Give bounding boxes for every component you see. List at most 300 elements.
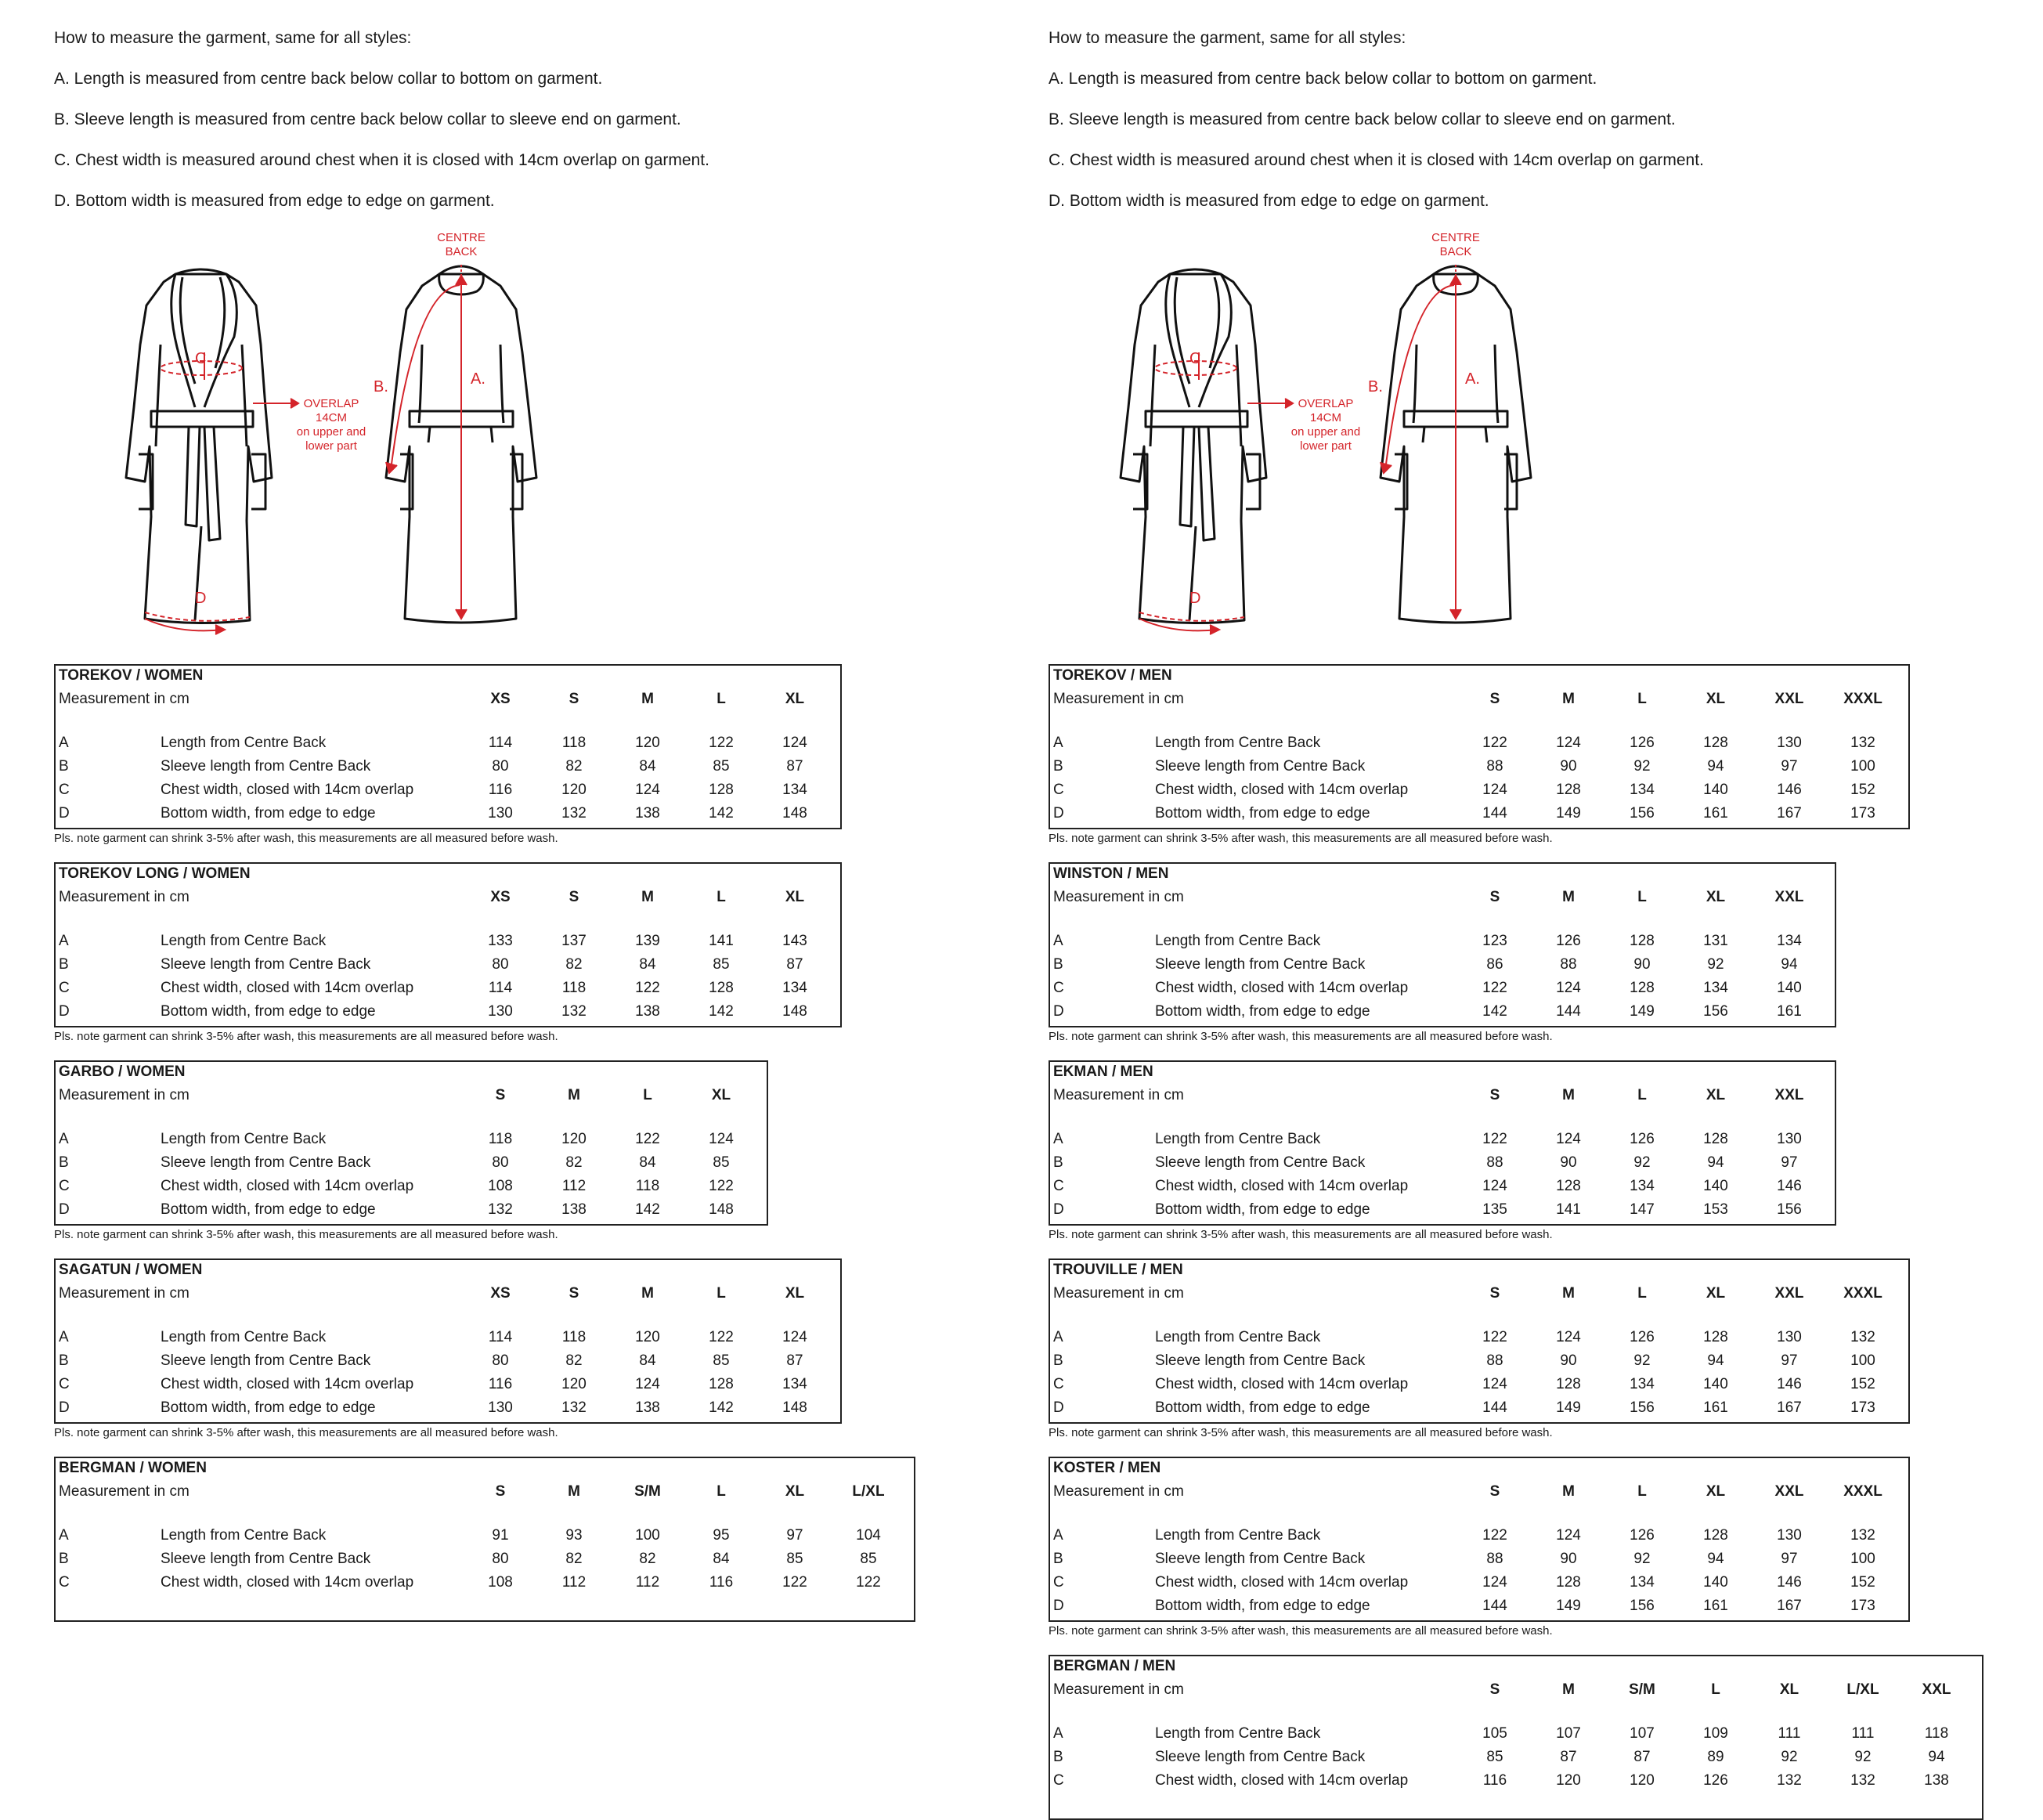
- measurement-unit-label: Measurement in cm: [59, 1285, 190, 1302]
- size-header: L: [1637, 889, 1647, 905]
- row-description: Sleeve length from Centre Back: [1155, 1749, 1366, 1765]
- table-cell: 92: [1633, 1551, 1651, 1567]
- row-description: Length from Centre Back: [1155, 1131, 1321, 1147]
- size-table-box: [1049, 664, 1910, 829]
- table-cell: 156: [1777, 1201, 1802, 1218]
- table-cell: 82: [565, 758, 583, 775]
- size-header: XXL: [1774, 1483, 1804, 1500]
- table-cell: 124: [635, 1376, 660, 1392]
- table-cell: 144: [1482, 1598, 1507, 1614]
- table-cell: 161: [1703, 805, 1728, 822]
- row-description: Length from Centre Back: [161, 735, 327, 751]
- table-cell: 87: [1560, 1749, 1577, 1765]
- table-cell: 122: [1482, 1131, 1507, 1147]
- table-cell: 90: [1560, 1551, 1577, 1567]
- table-cell: 141: [709, 933, 734, 949]
- row-description: Length from Centre Back: [1155, 1725, 1321, 1742]
- table-cell: 104: [856, 1527, 881, 1544]
- table-cell: 124: [1482, 782, 1507, 798]
- table-cell: 173: [1850, 1598, 1875, 1614]
- measurement-unit-label: Measurement in cm: [1053, 691, 1184, 707]
- row-letter: C: [1053, 1574, 1064, 1591]
- measurement-unit-label: Measurement in cm: [1053, 1087, 1184, 1103]
- table-cell: 146: [1777, 782, 1802, 798]
- size-header: XL: [1706, 1087, 1726, 1103]
- row-letter: D: [1053, 1598, 1064, 1614]
- table-cell: 92: [1854, 1749, 1872, 1765]
- table-row: [1050, 1131, 1835, 1154]
- table-cell: 122: [635, 1131, 660, 1147]
- table-cell: 144: [1556, 1003, 1581, 1020]
- table-cell: 97: [1781, 1352, 1798, 1369]
- table-cell: 156: [1630, 1598, 1655, 1614]
- size-header: XL: [711, 1087, 731, 1103]
- table-cell: 109: [1703, 1725, 1728, 1742]
- table-cell: 92: [1633, 758, 1651, 775]
- table-title: SAGATUN / WOMEN: [59, 1262, 203, 1278]
- size-header: XS: [490, 691, 511, 707]
- centre-back-line-2: BACK: [445, 245, 478, 258]
- size-header: L: [1637, 1483, 1647, 1500]
- table-cell: 143: [782, 933, 807, 949]
- table-row: [56, 1527, 914, 1551]
- row-letter: C: [1053, 782, 1064, 798]
- size-header: L: [716, 1285, 726, 1302]
- size-header: XL: [1706, 889, 1726, 905]
- size-table: [54, 664, 842, 845]
- table-cell: 126: [1703, 1772, 1728, 1789]
- table-cell: 120: [561, 782, 587, 798]
- instruction-a: A. Length is measured from centre back below collar to bottom on garment.: [54, 70, 603, 88]
- table-cell: 142: [635, 1201, 660, 1218]
- overlap-line-1: OVERLAP: [1298, 397, 1354, 410]
- row-description: Sleeve length from Centre Back: [1155, 1551, 1366, 1567]
- table-cell: 161: [1703, 1598, 1728, 1614]
- table-cell: 148: [709, 1201, 734, 1218]
- table-cell: 138: [635, 1399, 660, 1416]
- table-row: [56, 1352, 840, 1376]
- table-cell: 94: [1928, 1749, 1945, 1765]
- row-letter: B: [59, 956, 69, 973]
- row-description: Bottom width, from edge to edge: [1155, 1201, 1370, 1218]
- label-d: D: [1189, 590, 1201, 607]
- table-row: [56, 1399, 840, 1423]
- table-cell: 87: [1633, 1749, 1651, 1765]
- row-letter: C: [59, 1574, 70, 1591]
- table-cell: 126: [1630, 1527, 1655, 1544]
- table-cell: 88: [1486, 1551, 1503, 1567]
- size-header: S: [1489, 1087, 1500, 1103]
- measurement-unit-label: Measurement in cm: [59, 889, 190, 905]
- table-cell: 122: [1482, 1527, 1507, 1544]
- table-cell: 130: [488, 1003, 513, 1020]
- table-title: GARBO / WOMEN: [59, 1063, 186, 1080]
- table-cell: 130: [488, 805, 513, 822]
- table-cell: 100: [1850, 1551, 1875, 1567]
- label-a: A.: [1465, 370, 1480, 388]
- back-measure-marks: [386, 265, 467, 619]
- row-letter: A: [59, 1527, 69, 1544]
- table-cell: 107: [1630, 1725, 1655, 1742]
- measurement-unit-label: Measurement in cm: [1053, 1681, 1184, 1698]
- table-row: [56, 805, 840, 829]
- row-letter: D: [59, 1003, 70, 1020]
- table-cell: 80: [492, 1352, 509, 1369]
- row-letter: C: [59, 1376, 70, 1392]
- row-letter: D: [59, 1399, 70, 1416]
- table-row: [56, 980, 840, 1003]
- size-header: XS: [490, 1285, 511, 1302]
- row-letter: A: [1053, 1329, 1063, 1345]
- table-cell: 94: [1707, 1352, 1724, 1369]
- row-description: Sleeve length from Centre Back: [1155, 1154, 1366, 1171]
- table-cell: 120: [561, 1376, 587, 1392]
- size-header: S/M: [634, 1483, 661, 1500]
- instructions-heading: How to measure the garment, same for all styles:: [1049, 29, 1406, 47]
- row-description: Length from Centre Back: [161, 933, 327, 949]
- table-row: [1050, 1003, 1835, 1027]
- table-cell: 124: [1482, 1376, 1507, 1392]
- size-table: [1049, 664, 1910, 845]
- table-cell: 118: [561, 735, 587, 751]
- row-letter: C: [1053, 1376, 1064, 1392]
- row-description: Chest width, closed with 14cm overlap: [161, 980, 414, 996]
- table-cell: 82: [565, 1551, 583, 1567]
- shrink-note: Pls. note garment can shrink 3-5% after wash, this measurements are all measured before wash.: [54, 1228, 558, 1241]
- table-cell: 84: [639, 956, 656, 973]
- table-cell: 134: [782, 1376, 807, 1392]
- table-row: [56, 1154, 767, 1178]
- table-cell: 132: [1850, 735, 1875, 751]
- table-cell: 124: [1556, 980, 1581, 996]
- table-cell: 114: [488, 980, 513, 996]
- table-cell: 118: [561, 980, 587, 996]
- table-cell: 128: [1703, 735, 1728, 751]
- table-cell: 128: [1703, 1131, 1728, 1147]
- row-letter: B: [59, 1352, 69, 1369]
- table-cell: 132: [1850, 1527, 1875, 1544]
- size-header: L: [716, 889, 726, 905]
- table-cell: 124: [782, 1329, 807, 1345]
- table-cell: 148: [782, 1399, 807, 1416]
- table-cell: 141: [1556, 1201, 1581, 1218]
- table-cell: 92: [1781, 1749, 1798, 1765]
- table-row: [1050, 782, 1908, 805]
- size-header: M: [641, 691, 654, 707]
- size-header: S: [1489, 691, 1500, 707]
- table-cell: 130: [488, 1399, 513, 1416]
- size-header: L: [716, 691, 726, 707]
- size-header: XL: [785, 1285, 805, 1302]
- measurement-unit-label: Measurement in cm: [1053, 1483, 1184, 1500]
- row-description: Length from Centre Back: [161, 1131, 327, 1147]
- table-row: [56, 956, 840, 980]
- table-cell: 100: [635, 1527, 660, 1544]
- size-header: L/XL: [852, 1483, 885, 1500]
- table-cell: 82: [639, 1551, 656, 1567]
- row-description: Sleeve length from Centre Back: [1155, 1352, 1366, 1369]
- instruction-c: C. Chest width is measured around chest when it is closed with 14cm overlap on garment.: [1049, 151, 1704, 169]
- row-letter: B: [1053, 1154, 1063, 1171]
- overlap-line-4: lower part: [305, 439, 357, 453]
- size-table-box: [1049, 1457, 1910, 1622]
- instruction-b: B. Sleeve length is measured from centre back below collar to sleeve end on garment.: [1049, 110, 1676, 128]
- table-cell: 122: [709, 735, 734, 751]
- row-letter: A: [1053, 735, 1063, 751]
- shrink-note: Pls. note garment can shrink 3-5% after wash, this measurements are all measured before wash.: [1049, 1030, 1553, 1043]
- measurement-unit-label: Measurement in cm: [1053, 889, 1184, 905]
- table-cell: 134: [1630, 1376, 1655, 1392]
- table-cell: 146: [1777, 1178, 1802, 1194]
- row-description: Bottom width, from edge to edge: [1155, 805, 1370, 822]
- table-cell: 156: [1630, 805, 1655, 822]
- table-cell: 111: [1851, 1725, 1875, 1742]
- table-cell: 137: [561, 933, 587, 949]
- row-letter: B: [1053, 956, 1063, 973]
- size-header: XL: [1706, 1285, 1726, 1302]
- row-description: Chest width, closed with 14cm overlap: [161, 1574, 414, 1591]
- size-table: [1049, 1655, 1983, 1820]
- row-description: Bottom width, from edge to edge: [161, 1399, 376, 1416]
- instruction-d: D. Bottom width is measured from edge to edge on garment.: [1049, 192, 1489, 210]
- table-row: [56, 933, 840, 956]
- table-cell: 90: [1560, 758, 1577, 775]
- table-cell: 130: [1777, 1527, 1802, 1544]
- table-cell: 132: [1850, 1329, 1875, 1345]
- table-cell: 126: [1630, 1131, 1655, 1147]
- table-cell: 112: [561, 1178, 587, 1194]
- table-cell: 88: [1486, 758, 1503, 775]
- table-cell: 118: [488, 1131, 513, 1147]
- back-measure-marks: [1381, 265, 1461, 619]
- size-header: M: [641, 889, 654, 905]
- row-letter: D: [59, 1201, 70, 1218]
- size-header: M: [1562, 1087, 1575, 1103]
- table-title: EKMAN / MEN: [1053, 1063, 1153, 1080]
- table-title: BERGMAN / MEN: [1053, 1658, 1176, 1674]
- overlap-line-3: on upper and: [1290, 425, 1361, 439]
- garment-measure-diagram: [117, 231, 602, 634]
- table-cell: 140: [1703, 1574, 1728, 1591]
- table-cell: 85: [713, 758, 730, 775]
- row-letter: B: [1053, 1749, 1063, 1765]
- size-table: [1049, 1457, 1910, 1638]
- table-cell: 85: [1486, 1749, 1503, 1765]
- shrink-note: Pls. note garment can shrink 3-5% after wash, this measurements are all measured before wash.: [1049, 1228, 1553, 1241]
- table-cell: 116: [709, 1574, 734, 1591]
- table-cell: 128: [1703, 1527, 1728, 1544]
- table-cell: 111: [1778, 1725, 1801, 1742]
- size-table: [54, 1060, 768, 1241]
- table-cell: 138: [635, 1003, 660, 1020]
- table-cell: 132: [561, 1003, 587, 1020]
- table-cell: 122: [709, 1329, 734, 1345]
- size-table-box: [54, 862, 842, 1027]
- table-row: [1050, 1154, 1835, 1178]
- label-b: B.: [1368, 378, 1383, 395]
- row-letter: D: [1053, 1399, 1064, 1416]
- table-title: TOREKOV / MEN: [1053, 667, 1172, 684]
- table-row: [1050, 1772, 1982, 1796]
- row-letter: C: [1053, 1772, 1064, 1789]
- table-cell: 128: [709, 1376, 734, 1392]
- bathrobe-illustration: [117, 231, 602, 634]
- centre-back-line-1: CENTRE: [437, 231, 485, 244]
- table-cell: 128: [1556, 1574, 1581, 1591]
- row-description: Chest width, closed with 14cm overlap: [1155, 980, 1409, 996]
- size-table-box: [54, 1258, 842, 1424]
- table-cell: 120: [1630, 1772, 1655, 1789]
- table-cell: 100: [1850, 758, 1875, 775]
- table-cell: 92: [1633, 1154, 1651, 1171]
- table-cell: 108: [488, 1574, 513, 1591]
- table-title: KOSTER / MEN: [1053, 1460, 1161, 1476]
- label-d: D: [195, 590, 207, 607]
- table-cell: 130: [1777, 735, 1802, 751]
- measurement-unit-label: Measurement in cm: [59, 691, 190, 707]
- table-cell: 85: [713, 956, 730, 973]
- instruction-c: C. Chest width is measured around chest when it is closed with 14cm overlap on garment.: [54, 151, 709, 169]
- label-c: C: [195, 350, 207, 367]
- table-cell: 122: [709, 1178, 734, 1194]
- row-description: Chest width, closed with 14cm overlap: [161, 1376, 414, 1392]
- size-header: S: [569, 889, 579, 905]
- table-cell: 88: [1560, 956, 1577, 973]
- table-cell: 107: [1556, 1725, 1581, 1742]
- size-header: XS: [490, 889, 511, 905]
- table-row: [56, 782, 840, 805]
- size-header: XL: [1779, 1681, 1799, 1698]
- table-row: [56, 1329, 840, 1352]
- table-title: WINSTON / MEN: [1053, 865, 1169, 882]
- table-cell: 120: [1556, 1772, 1581, 1789]
- size-table-box: [54, 1060, 768, 1226]
- row-description: Length from Centre Back: [161, 1527, 327, 1544]
- row-description: Chest width, closed with 14cm overlap: [1155, 1574, 1409, 1591]
- table-row: [56, 1551, 914, 1574]
- size-table-box: [54, 664, 842, 829]
- table-cell: 128: [1556, 1178, 1581, 1194]
- size-header: M: [568, 1483, 580, 1500]
- table-cell: 134: [782, 980, 807, 996]
- size-header: M: [1562, 889, 1575, 905]
- size-header: XL: [785, 889, 805, 905]
- size-header: S: [1489, 1483, 1500, 1500]
- table-cell: 84: [639, 1352, 656, 1369]
- size-header: XL: [785, 691, 805, 707]
- table-row: [1050, 1551, 1908, 1574]
- row-letter: A: [59, 1131, 69, 1147]
- row-description: Sleeve length from Centre Back: [161, 956, 371, 973]
- row-letter: C: [59, 980, 70, 996]
- size-header: XL: [785, 1483, 805, 1500]
- size-table-box: [1049, 1258, 1910, 1424]
- table-cell: 130: [1777, 1131, 1802, 1147]
- size-header: L: [1637, 691, 1647, 707]
- instruction-a: A. Length is measured from centre back below collar to bottom on garment.: [1049, 70, 1597, 88]
- table-cell: 134: [782, 782, 807, 798]
- table-cell: 140: [1777, 980, 1802, 996]
- bathrobe-illustration: [1111, 231, 1597, 634]
- table-cell: 97: [1781, 1551, 1798, 1567]
- table-cell: 87: [786, 956, 803, 973]
- table-row: [1050, 1574, 1908, 1598]
- row-description: Sleeve length from Centre Back: [1155, 758, 1366, 775]
- size-table: [1049, 1060, 1836, 1241]
- table-cell: 108: [488, 1178, 513, 1194]
- table-cell: 128: [1630, 980, 1655, 996]
- table-cell: 112: [635, 1574, 660, 1591]
- table-row: [1050, 1352, 1908, 1376]
- row-description: Length from Centre Back: [1155, 1527, 1321, 1544]
- size-header: S: [1489, 1285, 1500, 1302]
- table-cell: 140: [1703, 1376, 1728, 1392]
- table-cell: 156: [1630, 1399, 1655, 1416]
- table-cell: 124: [1556, 1131, 1581, 1147]
- table-cell: 122: [635, 980, 660, 996]
- row-letter: B: [59, 1551, 69, 1567]
- table-cell: 93: [565, 1527, 583, 1544]
- size-table-box: [1049, 1060, 1836, 1226]
- robe-front-drawing: [126, 269, 272, 623]
- centre-back-line-2: BACK: [1439, 245, 1472, 258]
- row-description: Chest width, closed with 14cm overlap: [161, 1178, 414, 1194]
- table-cell: 89: [1707, 1749, 1724, 1765]
- table-cell: 84: [639, 758, 656, 775]
- overlap-line-3: on upper and: [296, 425, 366, 439]
- table-row: [1050, 805, 1908, 829]
- table-row: [1050, 1598, 1908, 1621]
- table-cell: 87: [786, 758, 803, 775]
- table-row: [1050, 1725, 1982, 1749]
- table-cell: 122: [782, 1574, 807, 1591]
- shrink-note: Pls. note garment can shrink 3-5% after wash, this measurements are all measured before wash.: [54, 832, 558, 845]
- size-header: XXL: [1774, 1285, 1804, 1302]
- table-cell: 85: [713, 1154, 730, 1171]
- table-cell: 128: [1556, 782, 1581, 798]
- overlap-label: [1291, 397, 1360, 453]
- table-cell: 124: [635, 782, 660, 798]
- overlap-line-4: lower part: [1300, 439, 1352, 453]
- table-cell: 80: [492, 758, 509, 775]
- shrink-note: Pls. note garment can shrink 3-5% after wash, this measurements are all measured before wash.: [1049, 1426, 1553, 1439]
- size-header: S/M: [1629, 1681, 1655, 1698]
- table-cell: 116: [1482, 1772, 1507, 1789]
- table-cell: 124: [1482, 1178, 1507, 1194]
- table-cell: 152: [1850, 782, 1875, 798]
- table-cell: 122: [1482, 1329, 1507, 1345]
- row-letter: C: [1053, 1178, 1064, 1194]
- row-letter: A: [1053, 1131, 1063, 1147]
- row-letter: A: [1053, 1725, 1063, 1742]
- row-description: Sleeve length from Centre Back: [161, 1352, 371, 1369]
- size-header: XL: [1706, 691, 1726, 707]
- row-letter: A: [59, 1329, 69, 1345]
- table-cell: 123: [1482, 933, 1507, 949]
- table-cell: 118: [561, 1329, 587, 1345]
- table-cell: 138: [1924, 1772, 1949, 1789]
- table-cell: 132: [561, 1399, 587, 1416]
- row-letter: B: [1053, 758, 1063, 775]
- size-header: XXL: [1774, 691, 1804, 707]
- row-description: Chest width, closed with 14cm overlap: [161, 782, 414, 798]
- table-cell: 120: [635, 1329, 660, 1345]
- table-cell: 82: [565, 956, 583, 973]
- table-row: [1050, 1527, 1908, 1551]
- row-description: Bottom width, from edge to edge: [161, 805, 376, 822]
- table-cell: 94: [1781, 956, 1798, 973]
- table-cell: 128: [1703, 1329, 1728, 1345]
